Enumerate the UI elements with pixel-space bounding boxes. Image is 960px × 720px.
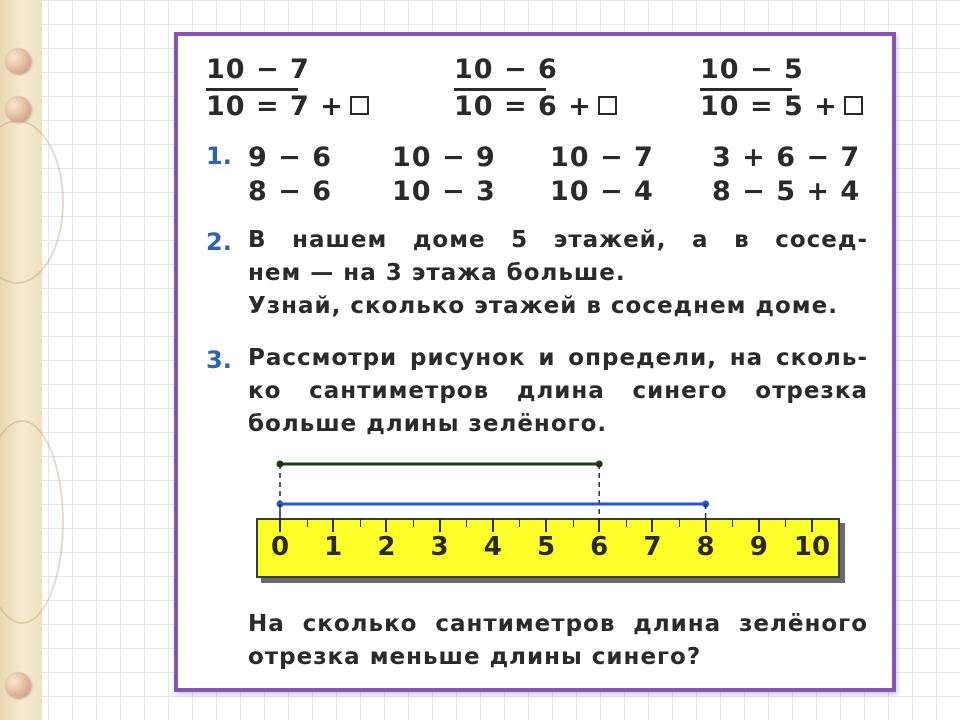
expression: 8 − 6 <box>248 176 332 207</box>
segments-drawing <box>178 36 892 688</box>
ruler-label: 3 <box>430 532 449 562</box>
ruler-label: 8 <box>696 532 715 562</box>
task-1-number: 1. <box>206 142 232 170</box>
exercise-card <box>174 32 896 692</box>
ruler-label: 1 <box>324 532 343 562</box>
ruler-label: 7 <box>643 532 662 562</box>
ruler-label: 2 <box>377 532 396 562</box>
ruler-label: 6 <box>590 532 609 562</box>
task-text-line: больше длины зелёного. <box>248 411 608 437</box>
decorative-bead <box>5 96 31 122</box>
task-text-line: ко сантиметров длина синего отрезка <box>248 378 868 404</box>
question-line: отрезка меньше длины синего? <box>248 644 702 670</box>
fraction-numerator: 10 − 6 <box>454 54 558 85</box>
task-text-line: Узнай, сколько этажей в соседнем доме. <box>248 293 838 319</box>
expression: 10 − 9 <box>392 142 496 173</box>
decorative-side-strip <box>0 0 42 720</box>
task-3-question <box>248 608 868 674</box>
expression: 10 − 3 <box>392 176 496 207</box>
expression: 8 − 5 + 4 <box>712 176 861 207</box>
ruler-label: 10 <box>793 532 831 562</box>
decorative-bead <box>5 672 31 698</box>
task-text-line: нем — на 3 этажа больше. <box>248 260 626 286</box>
ruler-label: 4 <box>483 532 502 562</box>
question-line: На сколько сантиметров длина зелёного <box>248 611 868 637</box>
fraction-denominator: 10 = 7 + <box>206 93 369 120</box>
expression: 9 − 6 <box>248 142 332 173</box>
decorative-swirl <box>0 420 64 624</box>
ruler-label: 9 <box>749 532 768 562</box>
fraction-numerator: 10 − 5 <box>700 54 804 85</box>
task-text-line: Рассмотри рисунок и определи, на сколь- <box>248 345 868 371</box>
task-text-line: В нашем доме 5 этажей, а в сосед- <box>248 227 868 253</box>
fraction-denominator: 10 = 5 + <box>700 93 863 120</box>
decorative-swirl <box>0 120 64 284</box>
expression: 10 − 4 <box>550 176 654 207</box>
expression: 3 + 6 − 7 <box>712 142 861 173</box>
fraction-denominator: 10 = 6 + <box>454 93 617 120</box>
decorative-bead <box>5 48 31 74</box>
expression: 10 − 7 <box>550 142 654 173</box>
task-2-number: 2. <box>206 228 232 256</box>
task-3-number: 3. <box>206 346 232 374</box>
fraction-numerator: 10 − 7 <box>206 54 310 85</box>
ruler-label: 5 <box>536 532 556 562</box>
ruler-label: 0 <box>270 532 290 562</box>
